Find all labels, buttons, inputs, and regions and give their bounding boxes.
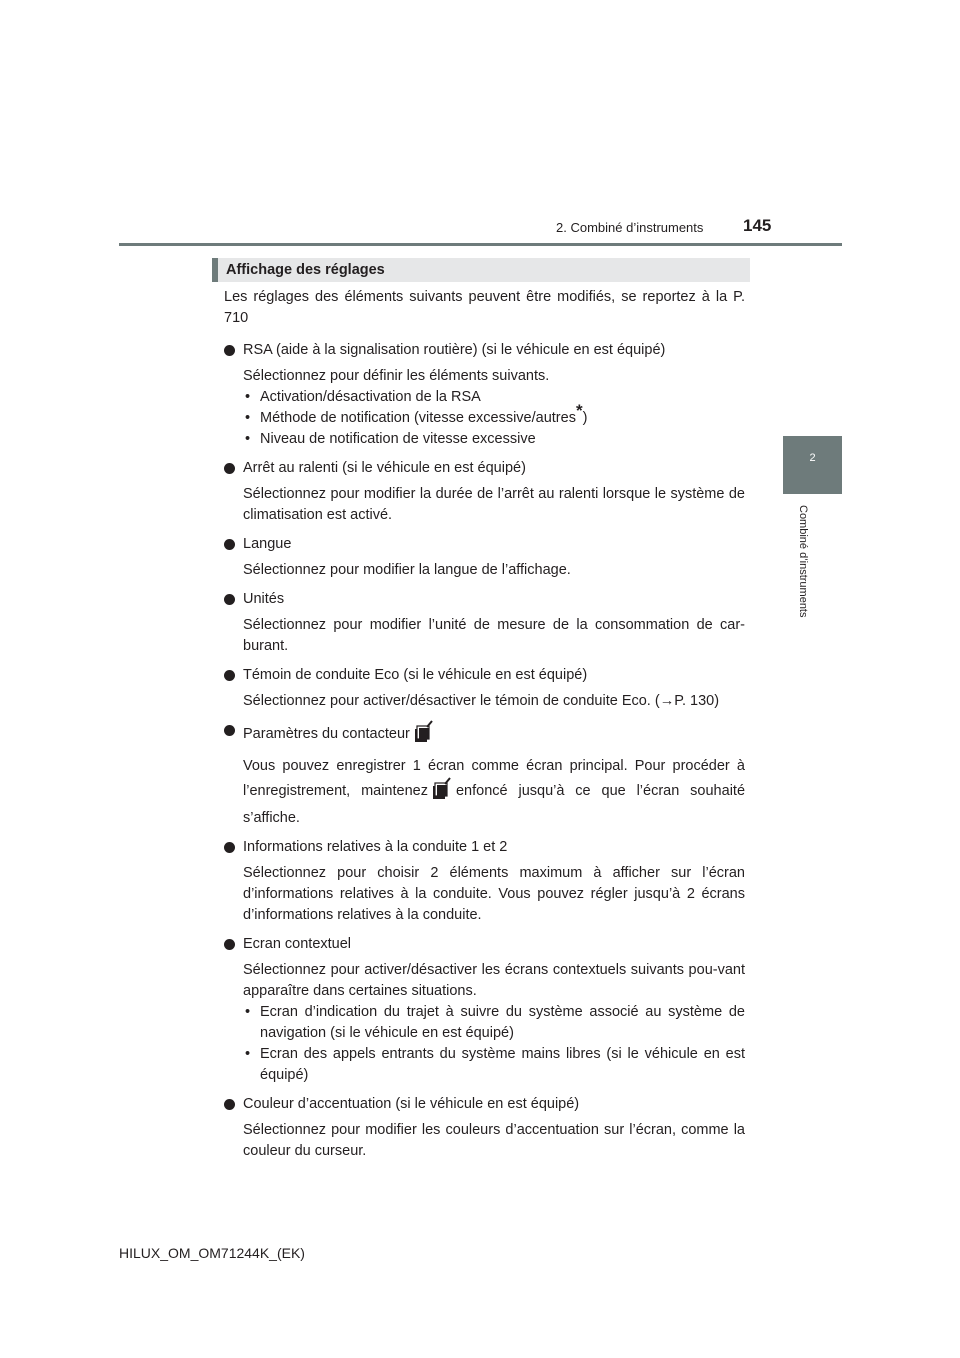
content-body bbox=[224, 287, 745, 1162]
item-description: Sélectionnez pour activer/désactiver le témoin de conduite Eco. (→P. 130) bbox=[243, 693, 720, 709]
header-rule bbox=[119, 243, 842, 246]
item-description: Sélectionnez pour modifier l’unité de mesure de la consommation de car-burant. bbox=[243, 617, 745, 654]
item-title: Informations relatives à la conduite 1 et 2 bbox=[243, 839, 508, 855]
bullet-icon bbox=[224, 1099, 235, 1110]
item-title: Témoin de conduite Eco (si le véhicule en est équipé) bbox=[243, 667, 588, 683]
item-title: Paramètres du contacteur bbox=[243, 726, 410, 742]
item-title: Ecran contextuel bbox=[243, 936, 352, 952]
bullet-icon bbox=[224, 594, 235, 605]
sub-item: • Ecran des appels entrants du système mains libres (si le véhicule en est équipé) bbox=[260, 1044, 745, 1086]
sub-item: • Méthode de notification (vitesse excessive/autres*) bbox=[260, 408, 745, 429]
list-item-drive-info bbox=[224, 837, 745, 926]
bullet-icon bbox=[224, 463, 235, 474]
sub-list bbox=[243, 1002, 745, 1086]
item-title: RSA (aide à la signalisation routière) (si le véhicule en est équipé) bbox=[243, 342, 666, 358]
section-heading: Affichage des réglages bbox=[212, 258, 750, 282]
display-switch-icon bbox=[414, 720, 434, 751]
list-item-switch-settings bbox=[224, 720, 745, 829]
list-item-popup-screen bbox=[224, 934, 745, 1086]
footnote-asterisk: * bbox=[575, 401, 583, 421]
list-item-eco-indicator bbox=[224, 665, 745, 712]
item-description: Sélectionnez pour activer/désactiver les écrans contextuels suivants pou-vant apparaître dans certaines situations. bbox=[243, 962, 745, 999]
list-item-units bbox=[224, 589, 745, 657]
list-item-idle-stop bbox=[224, 458, 745, 526]
bullet-icon bbox=[224, 939, 235, 950]
bullet-icon bbox=[224, 842, 235, 853]
item-description: Sélectionnez pour définir les éléments suivants. bbox=[243, 368, 550, 384]
item-description: Sélectionnez pour choisir 2 éléments maximum à afficher sur l’écran d’informations relatives à la conduite. Vous pouvez régler jusqu’à 2 écrans d’informations relatives à la conduite. bbox=[243, 865, 745, 923]
display-switch-icon bbox=[432, 777, 452, 808]
item-description: Sélectionnez pour modifier les couleurs d’accentuation sur l’écran, comme la couleur du curseur. bbox=[243, 1122, 745, 1159]
item-title: Arrêt au ralenti (si le véhicule en est équipé) bbox=[243, 460, 526, 476]
bullet-icon bbox=[224, 345, 235, 356]
bullet-icon bbox=[224, 539, 235, 550]
item-description: Sélectionnez pour modifier la durée de l’arrêt au ralenti lorsque le système de climatisation est activé. bbox=[243, 486, 745, 523]
chapter-tab bbox=[783, 436, 842, 494]
bullet-icon bbox=[224, 725, 235, 736]
chapter-tab-number: 2 bbox=[809, 452, 816, 464]
page-number: 145 bbox=[743, 216, 772, 235]
sub-list bbox=[243, 387, 745, 450]
sub-item: • Ecran d’indication du trajet à suivre du système associé au système de navigation (si le véhicule en est équipé) bbox=[260, 1002, 745, 1044]
item-title: Langue bbox=[243, 536, 292, 552]
sub-item: • Activation/désactivation de la RSA bbox=[260, 387, 745, 408]
list-item-language bbox=[224, 534, 745, 581]
item-description: Vous pouvez enregistrer 1 écran comme écran principal. Pour procéder à l’enregistrement, maintenez enfoncé jusqu’à ce que l’écran souhaité s’affiche. bbox=[243, 758, 746, 826]
bullet-icon bbox=[224, 670, 235, 681]
sub-item: • Niveau de notification de vitesse excessive bbox=[260, 429, 745, 450]
intro-paragraph: Les réglages des éléments suivants peuvent être modifiés, se reportez à la P. 710 bbox=[224, 289, 745, 326]
document-footer: HILUX_OM_OM71244K_(EK) bbox=[119, 1245, 305, 1261]
item-title: Unités bbox=[243, 591, 285, 607]
list-item-accent-color bbox=[224, 1094, 745, 1162]
item-title: Couleur d’accentuation (si le véhicule en est équipé) bbox=[243, 1096, 580, 1112]
running-header: 2. Combiné d’instruments bbox=[556, 220, 704, 235]
chapter-tab-label: Combiné d’instruments bbox=[797, 505, 809, 618]
item-description: Sélectionnez pour modifier la langue de l’affichage. bbox=[243, 562, 571, 578]
list-item-rsa bbox=[224, 340, 745, 450]
